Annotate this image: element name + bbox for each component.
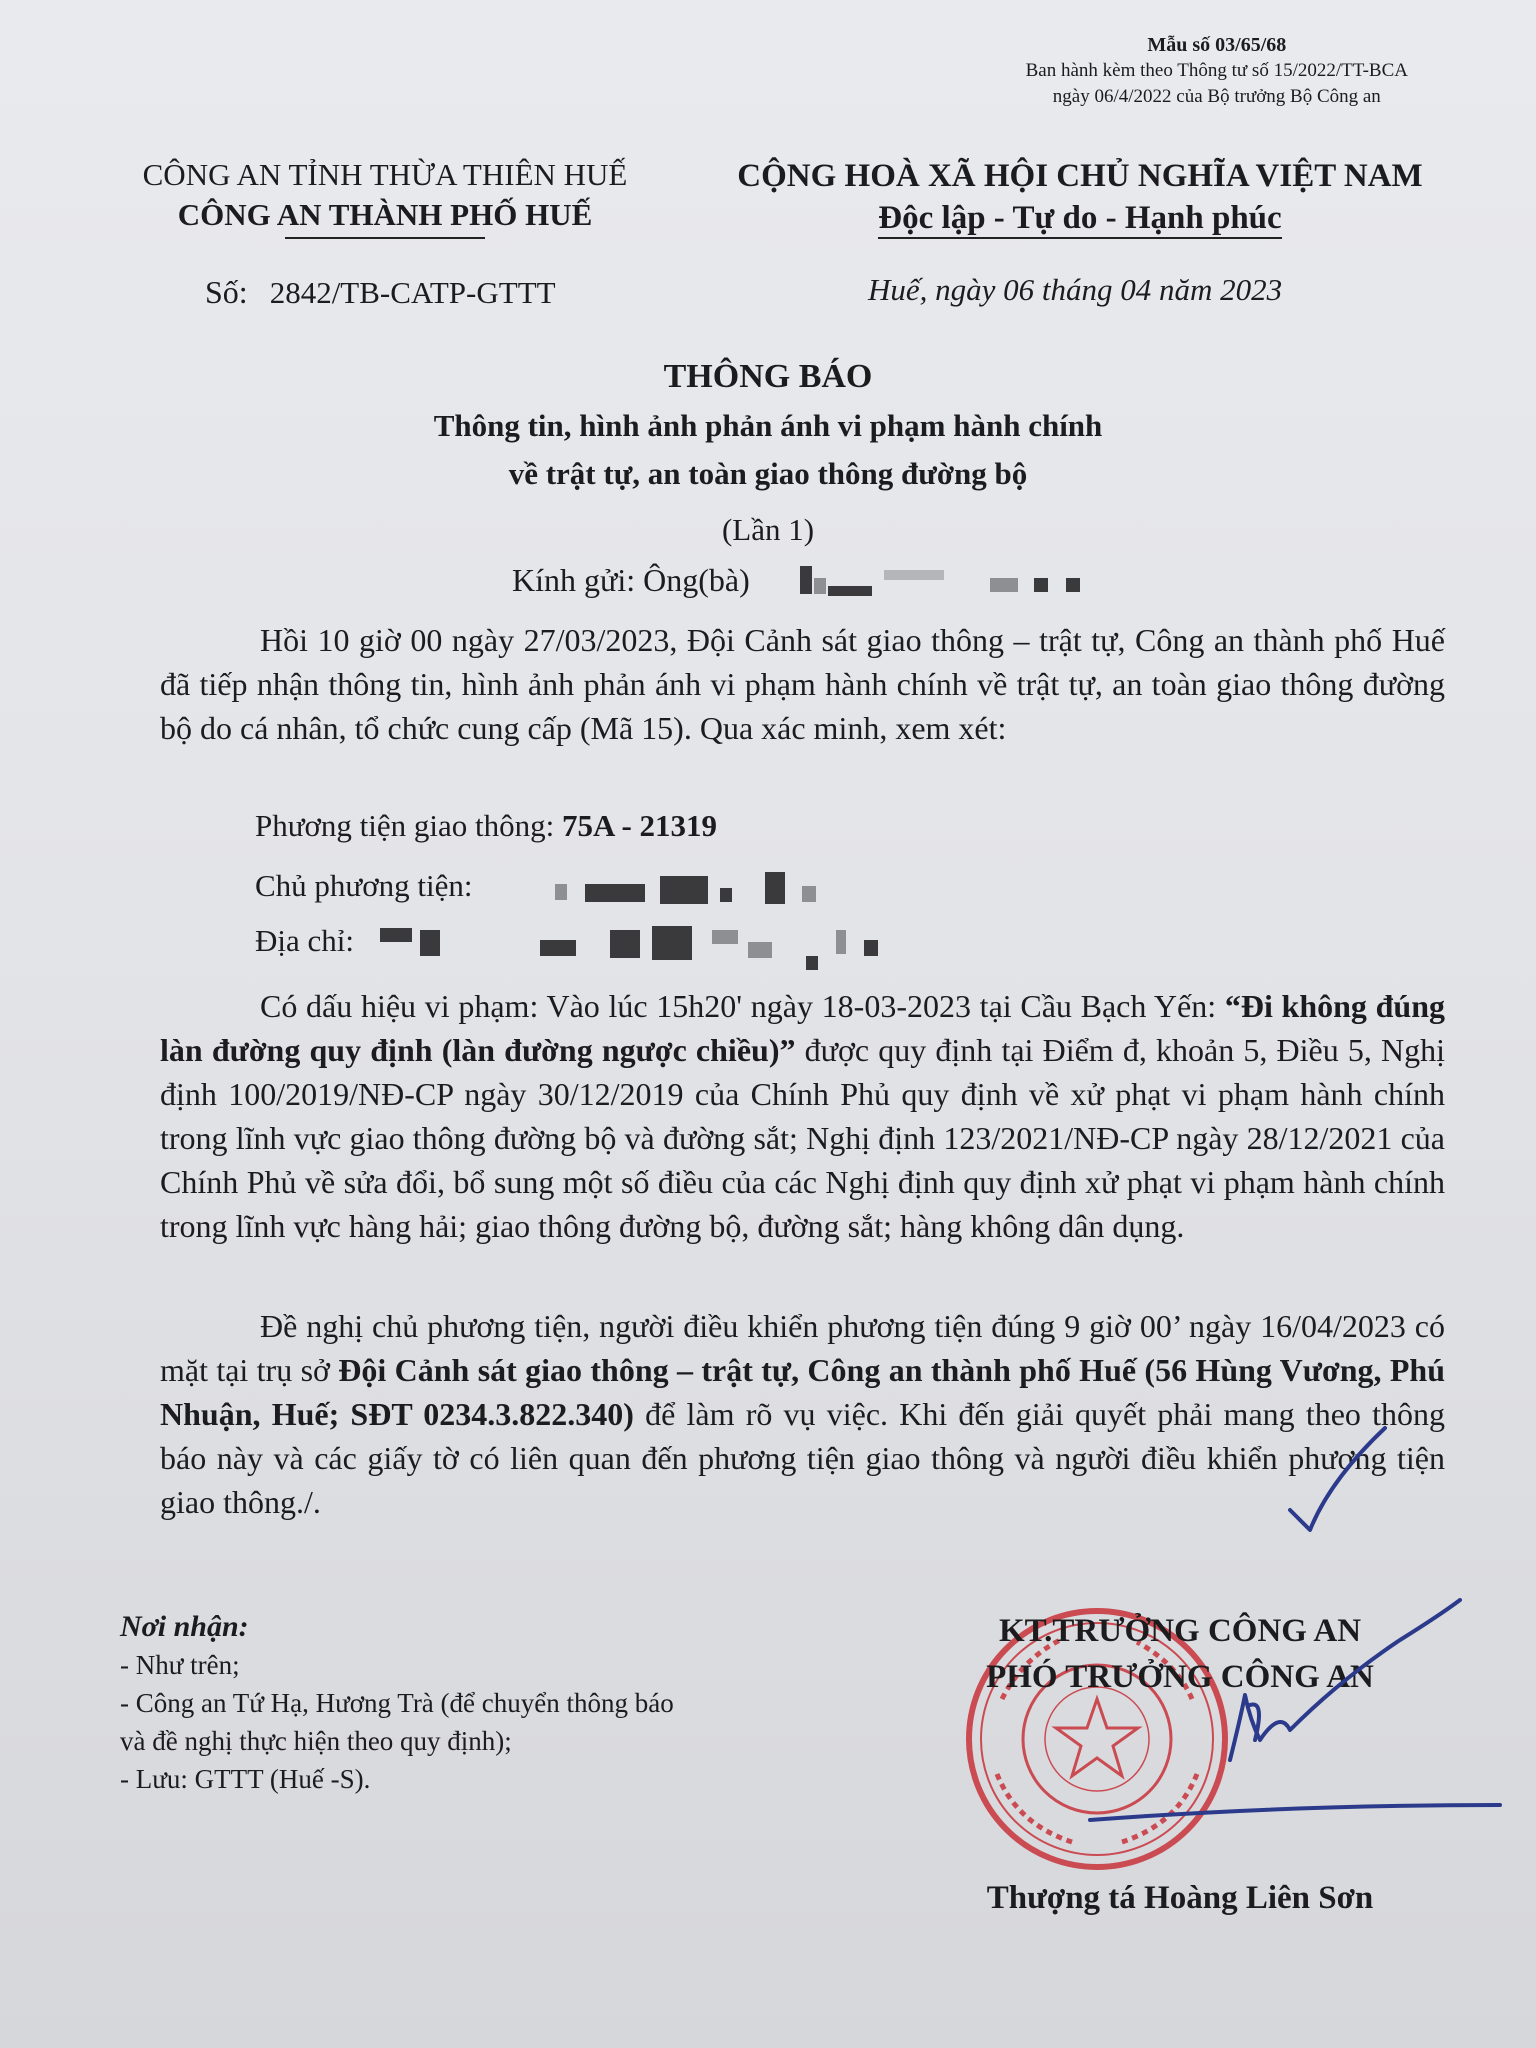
recipient-item: - Công an Tứ Hạ, Hương Trà (để chuyển thông báo — [120, 1688, 674, 1718]
recipients-heading: Nơi nhận: — [120, 1610, 249, 1643]
request-rest: để làm rõ vụ việc. Khi đến giải quyết phải mang theo thông báo này và các giấy tờ có liên quan đến phương tiện giao thông và người điều khiển phương tiện giao thông./. — [160, 1396, 1446, 1520]
agency-underline — [285, 237, 485, 239]
redacted-address — [540, 940, 576, 956]
redacted-name — [990, 578, 1018, 592]
redacted-owner — [660, 876, 708, 904]
owner-field — [255, 868, 472, 904]
document-subtitle-1: Thông tin, hình ảnh phản ánh vi phạm hành chính — [433, 408, 1103, 443]
address-field — [255, 923, 354, 959]
vehicle-label: Phương tiện giao thông: — [255, 808, 555, 843]
violation-legal-basis: được quy định tại Điểm đ, khoản 5, Điều 5, Nghị định 100/2019/NĐ-CP ngày 30/12/2019 của Chính Phủ quy định về xử phạt vi phạm hành chính trong lĩnh vực giao thông đường bộ và đường sắt; Nghị định 123/2021/NĐ-CP ngày 28/12/2021 của Chính Phủ về sửa đổi, bổ sung một số điều của các Nghị định quy định xử phạt vi phạm hành chính trong lĩnh vực hàng hải; giao thông đường bộ, đường sắt; hàng không dân dụng. — [160, 1032, 1446, 1244]
owner-label: Chủ phương tiện: — [255, 868, 473, 903]
redacted-owner — [585, 884, 645, 902]
recipients-block — [120, 1608, 674, 1798]
national-header — [720, 155, 1440, 239]
redacted-owner — [765, 872, 785, 904]
violation-lead: Có dấu hiệu vi phạm: Vào lúc 15h20' ngày 18-03-2023 tại Cầu Bạch Yến: — [260, 988, 1217, 1024]
vehicle-plate: 75A - 21319 — [562, 808, 718, 843]
redacted-name — [814, 578, 826, 594]
redacted-name — [800, 566, 812, 594]
request-lead: Đề nghị chủ phương tiện, người điều khiển phương tiện đúng 9 giờ 00’ ngày 16/04/2023 có mặt tại trụ sở — [160, 1308, 1445, 1388]
redacted-name — [1034, 578, 1048, 592]
document-number-value: 2842/TB-CATP-GTTT — [269, 275, 556, 310]
redacted-owner — [802, 886, 816, 902]
address-label: Địa chỉ: — [255, 923, 354, 958]
place-date: Huế, ngày 06 tháng 04 năm 2023 — [868, 272, 1283, 307]
recipient-item: - Như trên; — [120, 1650, 240, 1680]
handwritten-signature — [1040, 1420, 1510, 1840]
document-number — [205, 274, 556, 311]
form-issued-with: Ban hành kèm theo Thông tư số 15/2022/TT-BCA — [1025, 60, 1408, 81]
signature-line-2: PHÓ TRƯỞNG CÔNG AN — [986, 1659, 1374, 1695]
form-issued-date: ngày 06/4/2022 của Bộ trưởng Bộ Công an — [1052, 86, 1381, 107]
signer-name: Thượng tá Hoàng Liên Sơn — [986, 1880, 1374, 1916]
redacted-address — [748, 942, 772, 958]
document-title: THÔNG BÁO — [663, 358, 873, 395]
form-number: Mẫu số 03/65/68 — [1147, 34, 1287, 56]
document-subtitle-2: về trật tự, an toàn giao thông đường bộ — [508, 456, 1028, 491]
intro-paragraph: Hồi 10 giờ 00 ngày 27/03/2023, Đội Cảnh sát giao thông – trật tự, Công an thành phố Huế đã tiếp nhận thông tin, hình ảnh phản ánh vi phạm hành chính về trật tự, an toàn giao thông đường bộ do cá nhân, tổ chức cung cấp (Mã 15). Qua xác minh, xem xét: — [160, 622, 1445, 746]
form-reference — [1026, 32, 1408, 110]
redacted-address — [420, 930, 440, 956]
agency-name: CÔNG AN THÀNH PHỐ HUẾ — [177, 197, 593, 232]
redacted-address — [836, 930, 846, 954]
request-location: Đội Cảnh sát giao thông – trật tự, Công an thành phố Huế (56 Hùng Vương, Phú Nhuận, Huế; SĐT 0234.3.822.340) — [160, 1352, 1446, 1432]
violation-description: “Đi không đúng làn đường quy định (làn đường ngược chiều)” — [160, 988, 1446, 1068]
redacted-address — [864, 940, 878, 956]
national-motto: Độc lập - Tự do - Hạnh phúc — [878, 199, 1281, 239]
redacted-address — [806, 956, 818, 970]
salutation: Kính gửi: Ông(bà) — [512, 562, 750, 598]
document-number-label: Số: — [205, 274, 248, 310]
redacted-name — [884, 570, 944, 580]
redacted-name — [1066, 578, 1080, 592]
redacted-owner — [555, 884, 567, 900]
recipient-item: - Lưu: GTTT (Huế -S). — [120, 1764, 371, 1794]
agency-header — [115, 155, 655, 239]
recipient-item: và đề nghị thực hiện theo quy định); — [120, 1726, 512, 1756]
redacted-address — [712, 930, 738, 944]
attempt-number: (Lần 1) — [721, 512, 815, 547]
violation-paragraph — [160, 984, 1445, 1248]
redacted-name — [828, 586, 872, 596]
country-name: CỘNG HOÀ XÃ HỘI CHỦ NGHĨA VIỆT NAM — [737, 158, 1423, 194]
redacted-owner — [720, 888, 732, 902]
redacted-address — [380, 928, 412, 942]
redacted-address — [652, 926, 692, 960]
signature-line-1: KT.TRƯỞNG CÔNG AN — [998, 1613, 1362, 1649]
vehicle-field — [255, 808, 717, 844]
redacted-address — [610, 930, 640, 958]
agency-parent: CÔNG AN TỈNH THỪA THIÊN HUẾ — [142, 157, 628, 192]
